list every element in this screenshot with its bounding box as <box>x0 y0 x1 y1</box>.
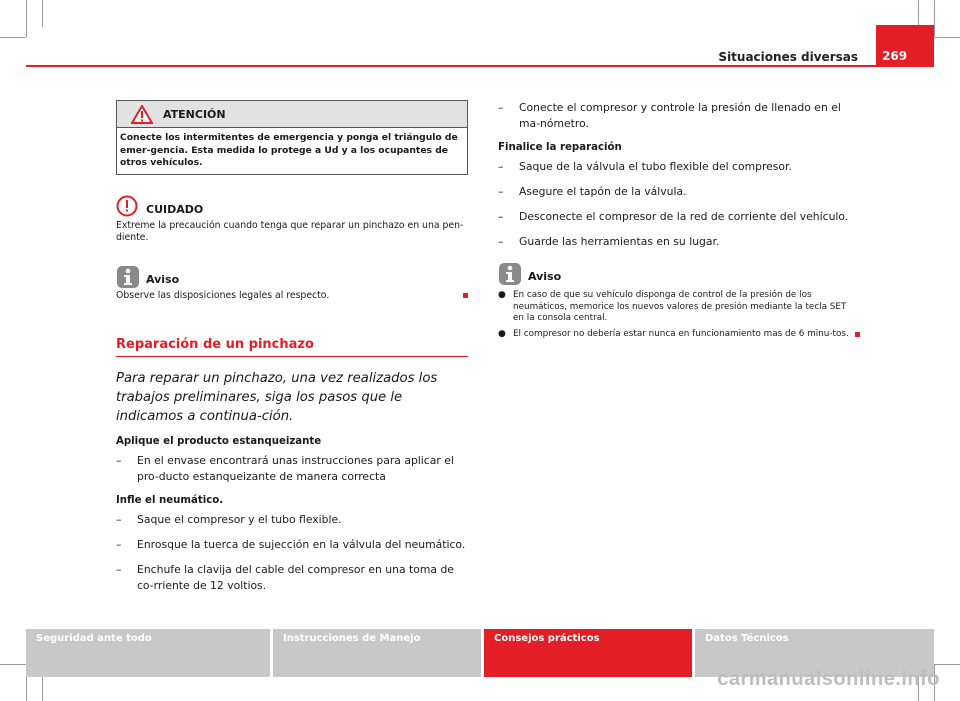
bullet-text: El compresor no debería estar nunca en funcionamiento mas de 6 minu-tos. <box>513 328 849 339</box>
running-header-title: Situaciones diversas <box>718 50 858 64</box>
step-text: Guarde las herramientas en su lugar. <box>519 235 720 248</box>
warning-header <box>117 101 467 128</box>
warning-title: ATENCIÓN <box>163 108 226 121</box>
list-item <box>498 209 860 225</box>
bullet-text: En caso de que su vehículo disponga de control de la presión de los neumáticos, memorice los nuevos valores de presión mediante la tecla SET en la consola central. <box>513 290 847 323</box>
step-text: Saque de la válvula el tubo flexible del compresor. <box>519 160 792 173</box>
bullet-marker: ● <box>498 328 506 339</box>
step-text: Enrosque la tuerca de sujección en la válvula del neumático. <box>137 538 466 551</box>
step-text: Asegure el tapón de la válvula. <box>519 185 687 198</box>
dash-marker: – <box>116 563 122 576</box>
right-column <box>498 100 860 344</box>
info-note-icon <box>498 262 522 290</box>
crop-mark <box>934 0 935 37</box>
warning-triangle-icon <box>131 105 153 128</box>
crop-mark <box>26 0 27 37</box>
left-column <box>116 100 468 603</box>
dash-marker: – <box>498 235 504 248</box>
step-text: Desconecte el compresor de la red de corriente del vehículo. <box>519 210 849 223</box>
info-note-icon <box>116 265 140 293</box>
notice-header <box>116 265 468 287</box>
page-number: 269 <box>876 25 934 67</box>
caution-header <box>116 195 468 217</box>
watermark: carmanualsonline.info <box>717 668 940 690</box>
dash-marker: – <box>116 538 122 551</box>
list-item <box>116 537 468 553</box>
warning-text: Conecte los intermitentes de emergencia y ponga el triángulo de emer-gencia. Esta medida lo protege a Ud y a los ocupantes de otros vehículos. <box>120 132 458 168</box>
crop-mark <box>0 664 26 665</box>
header-rule <box>26 65 934 67</box>
list-item <box>498 100 860 132</box>
list-item <box>498 184 860 200</box>
list-item <box>116 512 468 528</box>
footer-tab-technical-data: Datos Técnicos <box>695 629 934 677</box>
list-item <box>498 234 860 250</box>
notice-header <box>498 262 860 284</box>
dash-marker: – <box>116 513 122 526</box>
list-item <box>498 290 860 325</box>
caution-title: CUIDADO <box>146 202 204 216</box>
step-text: Enchufe la clavija del cable del compresor en una toma de co-rriente de 12 voltios. <box>137 563 454 592</box>
step-text: Conecte el compresor y controle la presión de llenado en el ma-nómetro. <box>519 101 841 130</box>
caution-circle-icon <box>116 195 138 221</box>
footer-tab-operation: Instrucciones de Manejo <box>273 629 481 677</box>
notice-title: Aviso <box>528 270 562 283</box>
section-title: Reparación de un pinchazo <box>116 337 468 357</box>
step-text: Saque el compresor y el tubo flexible. <box>137 513 342 526</box>
crop-mark <box>918 0 919 27</box>
list-item <box>498 329 860 341</box>
caution-text: Extreme la precaución cuando tenga que reparar un pinchazo en una pen-diente. <box>116 219 464 243</box>
section-end-marker <box>463 293 468 298</box>
crop-mark <box>934 37 960 38</box>
list-item <box>498 159 860 175</box>
bullet-marker: ● <box>498 290 506 300</box>
notice-title: Aviso <box>146 272 180 286</box>
crop-mark <box>0 37 26 38</box>
dash-marker: – <box>116 454 122 467</box>
notice-bullets <box>498 290 860 340</box>
dash-marker: – <box>498 101 504 114</box>
group-heading: Aplique el producto estanqueizante <box>116 436 322 447</box>
dash-marker: – <box>498 185 504 198</box>
notice-text-content: Observe las disposiciones legales al respecto. <box>116 289 330 301</box>
crop-mark <box>42 0 43 27</box>
crop-mark <box>934 664 960 665</box>
section-intro: Para reparar un pinchazo, una vez realizados los trabajos preliminares, siga los pasos que le indicamos a continua-ción. <box>116 371 438 424</box>
warning-box <box>116 100 468 175</box>
section-end-marker <box>855 332 860 337</box>
dash-marker: – <box>498 160 504 173</box>
footer-tab-practical-tips: Consejos prácticos <box>484 629 692 677</box>
list-item <box>116 453 468 485</box>
crop-mark <box>42 674 43 701</box>
group-heading: Infle el neumático. <box>116 495 224 506</box>
dash-marker: – <box>498 210 504 223</box>
footer-tab-safety: Seguridad ante todo <box>26 629 270 677</box>
list-item <box>116 562 468 594</box>
step-text: En el envase encontrará unas instrucciones para aplicar el pro-ducto estanqueizante de manera correcta <box>137 454 454 483</box>
notice-text <box>116 290 468 303</box>
group-heading: Finalice la reparación <box>498 142 622 153</box>
